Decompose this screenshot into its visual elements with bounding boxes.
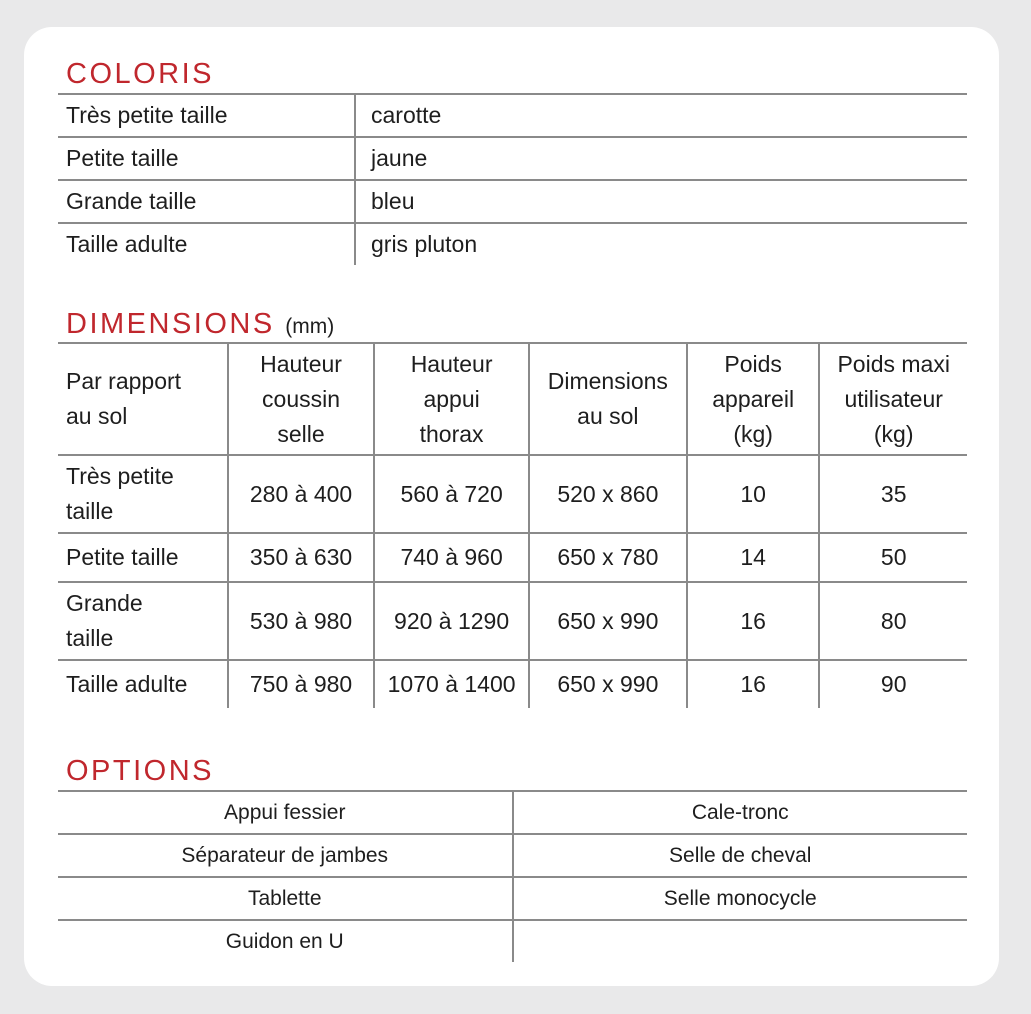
coloris-row [58, 94, 967, 137]
dimensions-value-cell: 14 [687, 533, 819, 582]
options-row [58, 791, 967, 834]
options-title: OPTIONS [66, 755, 215, 787]
dimensions-header-cell: Hauteur appui thorax [374, 343, 528, 455]
dimensions-value-cell: 750 à 980 [228, 660, 375, 708]
coloris-table [58, 93, 967, 265]
coloris-size: Grande taille [58, 180, 355, 223]
coloris-color: jaune [355, 137, 967, 180]
dimensions-value-cell: 16 [687, 582, 819, 660]
dimensions-size-cell: Grande taille [58, 582, 228, 660]
dimensions-title: DIMENSIONS (mm) [66, 308, 335, 340]
dimensions-value-cell: 80 [819, 582, 967, 660]
dimensions-table [58, 342, 967, 708]
dimensions-value-cell: 280 à 400 [228, 455, 375, 533]
option-item: Cale-tronc [513, 791, 968, 834]
dimensions-value-cell: 520 x 860 [529, 455, 687, 533]
dimensions-header-row [58, 343, 967, 455]
option-item: Séparateur de jambes [58, 834, 513, 877]
dimensions-header-cell: Dimensions au sol [529, 343, 687, 455]
options-row [58, 920, 967, 962]
option-item: Selle de cheval [513, 834, 968, 877]
options-row [58, 834, 967, 877]
dimensions-row [58, 660, 967, 708]
coloris-row [58, 223, 967, 265]
dimensions-value-cell: 1070 à 1400 [374, 660, 528, 708]
dimensions-value-cell: 650 x 990 [529, 582, 687, 660]
dimensions-unit: (mm) [285, 315, 335, 338]
dimensions-value-cell: 530 à 980 [228, 582, 375, 660]
dimensions-size-cell: Très petite taille [58, 455, 228, 533]
coloris-color: bleu [355, 180, 967, 223]
coloris-row [58, 137, 967, 180]
dimensions-header-cell: Poids maxi utilisateur (kg) [819, 343, 967, 455]
dimensions-size-cell: Taille adulte [58, 660, 228, 708]
dimensions-value-cell: 920 à 1290 [374, 582, 528, 660]
dimensions-size-cell: Petite taille [58, 533, 228, 582]
option-item: Appui fessier [58, 791, 513, 834]
option-item [513, 920, 968, 962]
option-item: Selle monocycle [513, 877, 968, 920]
dimensions-value-cell: 350 à 630 [228, 533, 375, 582]
coloris-size: Taille adulte [58, 223, 355, 265]
dimensions-value-cell: 560 à 720 [374, 455, 528, 533]
dimensions-value-cell: 10 [687, 455, 819, 533]
coloris-size: Petite taille [58, 137, 355, 180]
coloris-row [58, 180, 967, 223]
coloris-size: Très petite taille [58, 94, 355, 137]
dimensions-value-cell: 16 [687, 660, 819, 708]
dimensions-row [58, 455, 967, 533]
dimensions-value-cell: 650 x 780 [529, 533, 687, 582]
options-row [58, 877, 967, 920]
coloris-color: gris pluton [371, 231, 478, 257]
dimensions-header-cell: Hauteur coussin selle [228, 343, 375, 455]
dimensions-value-cell: 650 x 990 [529, 660, 687, 708]
coloris-title: COLORIS [66, 58, 215, 90]
dimensions-row [58, 582, 967, 660]
options-table [58, 790, 967, 962]
option-item: Guidon en U [58, 920, 513, 962]
dimensions-row [58, 533, 967, 582]
dimensions-value-cell: 90 [880, 671, 907, 697]
dimensions-value-cell: 740 à 960 [374, 533, 528, 582]
dimensions-header-cell: Poids appareil (kg) [687, 343, 819, 455]
dimensions-value-cell: 50 [819, 533, 967, 582]
dimensions-value-cell: 35 [819, 455, 967, 533]
option-item: Tablette [58, 877, 513, 920]
coloris-color: carotte [355, 94, 967, 137]
dimensions-header-cell: Par rapport au sol [58, 343, 228, 455]
